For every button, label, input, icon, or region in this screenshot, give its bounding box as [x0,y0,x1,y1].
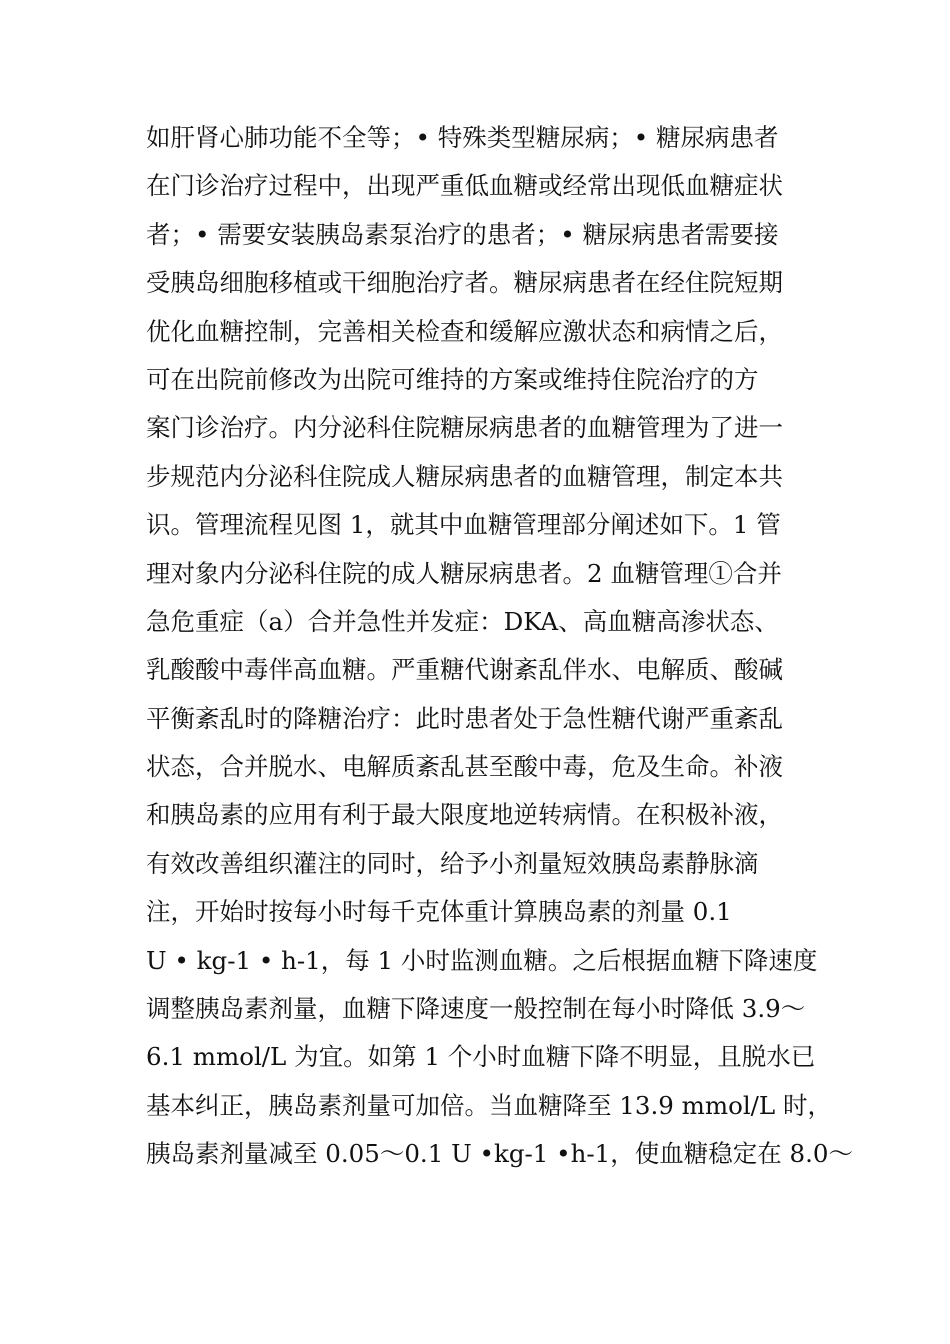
text-line-10: 理对象内分泌科住院的成人糖尿病患者。2 血糖管理①合并 [146,558,782,588]
text-line-12: 乳酸酸中毒伴高血糖。严重糖代谢紊乱伴水、电解质、酸碱 [146,655,783,685]
text-line-3: 者；• 需要安装胰岛素泵治疗的患者；• 糖尿病患者需要接 [146,219,779,249]
text-line-1: 如肝肾心肺功能不全等；• 特殊类型糖尿病；• 糖尿病患者 [146,123,779,152]
text-line-7: 案门诊治疗。内分泌科住院糖尿病患者的血糖管理为了进一 [146,413,783,443]
text-line-20: 6.1 mmol/L 为宜。如第 1 个小时血糖下降不明显，且脱水已 [146,1042,816,1072]
text-line-16: 有效改善组织灌注的同时，给予小剂量短效胰岛素静脉滴 [146,848,759,878]
text-line-11: 急危重症（a）合并急性并发症：DKA、高血糖高渗状态、 [146,606,779,636]
text-line-2: 在门诊治疗过程中，出现严重低血糖或经常出现低血糖症状 [146,171,783,201]
text-line-9: 识。管理流程见图 1，就其中血糖管理部分阐述如下。1 管 [146,510,781,540]
text-line-4: 受胰岛细胞移植或干细胞治疗者。糖尿病患者在经住院短期 [146,268,783,298]
text-line-15: 和胰岛素的应用有利于最大限度地逆转病情。在积极补液， [146,800,783,830]
text-line-21: 基本纠正，胰岛素剂量可加倍。当血糖降至 13.9 mmol/L 时， [146,1090,832,1120]
text-line-6: 可在出院前修改为出院可维持的方案或维持住院治疗的方 [146,364,759,394]
text-line-14: 状态，合并脱水、电解质紊乱甚至酸中毒，危及生命。补液 [146,752,783,782]
body-text [146,114,854,1179]
text-line-22: 胰岛素剂量减至 0.05～0.1 U •kg-1 •h-1，使血糖稳定在 8.0～ [146,1139,854,1169]
text-line-18: U • kg-1 • h-1，每 1 小时监测血糖。之后根据血糖下降速度 [146,945,818,975]
text-line-19: 调整胰岛素剂量，血糖下降速度一般控制在每小时降低 3.9～ [146,994,806,1024]
text-line-17: 注，开始时按每小时每千克体重计算胰岛素的剂量 0.1 [146,897,732,927]
text-line-8: 步规范内分泌科住院成人糖尿病患者的血糖管理，制定本共 [146,461,783,491]
text-line-5: 优化血糖控制，完善相关检查和缓解应激状态和病情之后， [146,316,783,346]
text-line-13: 平衡紊乱时的降糖治疗：此时患者处于急性糖代谢严重紊乱 [146,703,783,733]
